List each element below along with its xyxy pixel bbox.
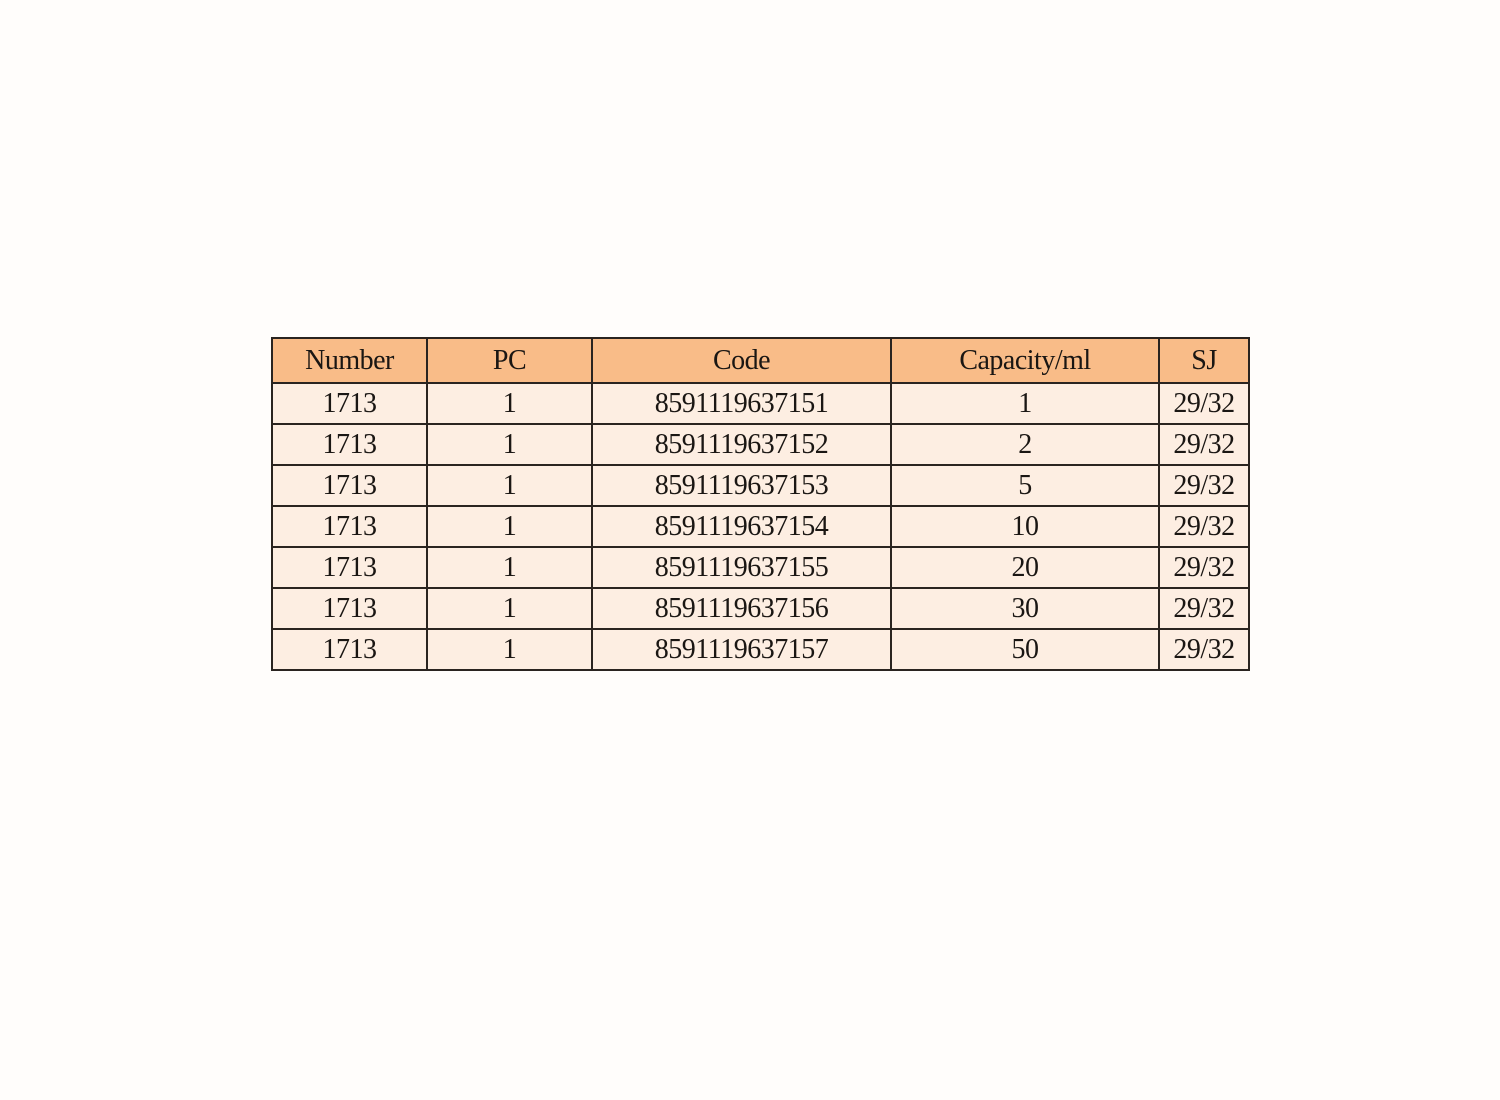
table-row [272,588,1249,629]
cell-code: 8591119637157 [592,629,891,670]
cell-number: 1713 [272,383,427,424]
cell-code: 8591119637155 [592,547,891,588]
header-number: Number [272,338,427,383]
cell-code: 8591119637151 [592,383,891,424]
cell-number: 1713 [272,629,427,670]
product-table [271,337,1250,671]
header-code: Code [592,338,891,383]
cell-number: 1713 [272,465,427,506]
cell-number: 1713 [272,424,427,465]
cell-sj: 29/32 [1159,424,1249,465]
table-row [272,629,1249,670]
table-row [272,383,1249,424]
cell-code: 8591119637156 [592,588,891,629]
cell-capacity: 20 [891,547,1159,588]
header-capacity: Capacity/ml [891,338,1159,383]
cell-pc: 1 [427,588,592,629]
table-row [272,506,1249,547]
cell-pc: 1 [427,465,592,506]
cell-capacity: 50 [891,629,1159,670]
cell-code: 8591119637154 [592,506,891,547]
header-row [272,338,1249,383]
cell-sj: 29/32 [1159,547,1249,588]
header-sj: SJ [1159,338,1249,383]
cell-code: 8591119637153 [592,465,891,506]
table-body [272,383,1249,670]
header-pc: PC [427,338,592,383]
table-row [272,424,1249,465]
table-row [272,465,1249,506]
cell-pc: 1 [427,506,592,547]
cell-capacity: 30 [891,588,1159,629]
cell-pc: 1 [427,383,592,424]
cell-sj: 29/32 [1159,465,1249,506]
cell-sj: 29/32 [1159,629,1249,670]
cell-pc: 1 [427,629,592,670]
cell-code: 8591119637152 [592,424,891,465]
cell-number: 1713 [272,588,427,629]
cell-number: 1713 [272,506,427,547]
cell-sj: 29/32 [1159,383,1249,424]
cell-pc: 1 [427,424,592,465]
cell-capacity: 5 [891,465,1159,506]
cell-sj: 29/32 [1159,506,1249,547]
cell-capacity: 1 [891,383,1159,424]
cell-capacity: 10 [891,506,1159,547]
cell-sj: 29/32 [1159,588,1249,629]
cell-number: 1713 [272,547,427,588]
table-header [272,338,1249,383]
cell-pc: 1 [427,547,592,588]
table-row [272,547,1249,588]
cell-capacity: 2 [891,424,1159,465]
product-table-container [271,337,1248,671]
